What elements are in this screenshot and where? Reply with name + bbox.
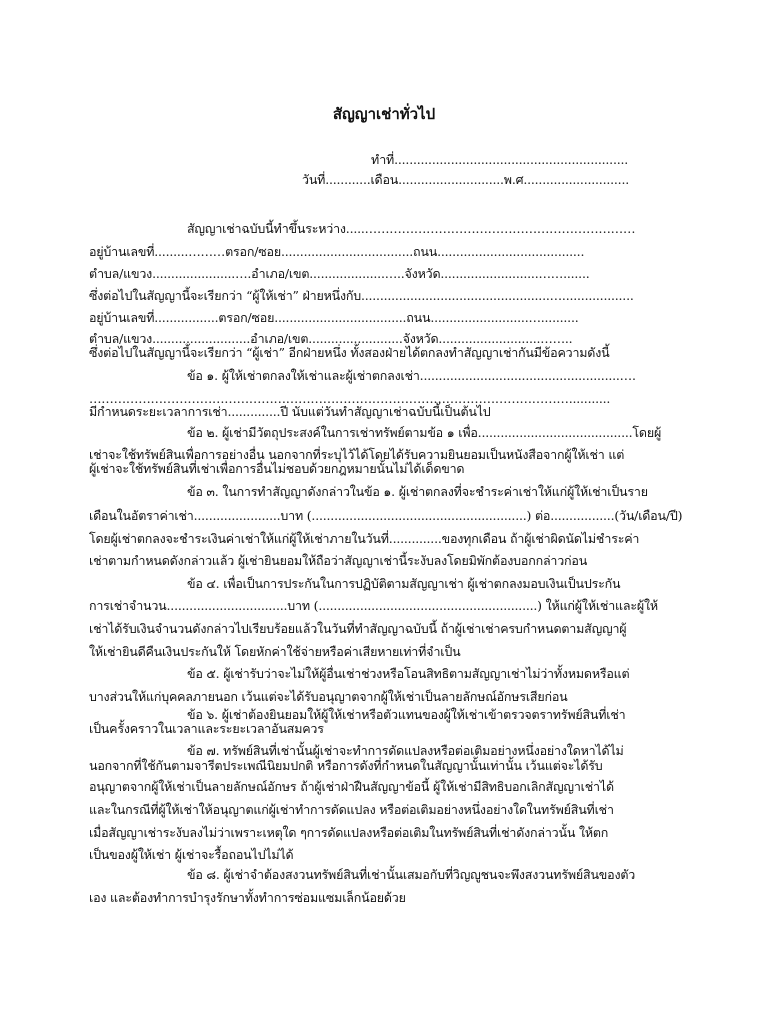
- clause-4-line-1: ข้อ ๔. เพื่อเป็นการประกันในการปฏิบัติตามสัญญาเช่า ผู้เช่าตกลงมอบเงินเป็นประกัน: [187, 576, 621, 591]
- place-line: ทำที่..............................................................: [371, 152, 629, 167]
- lessor-address-line: อยู่บ้านเลขที่.........………ตรอก/ซอย...................................ถนน.......................................: [89, 244, 585, 259]
- clause-1-line-1: ข้อ ๑. ผู้ให้เช่าตกลงให้เช่าและผู้เช่าตกลงเช่า.....................................................….: [187, 368, 636, 383]
- clause-8-line-2: เอง และต้องทำการบำรุงรักษาทั้งทำการซ่อมแซมเล็กน้อยด้วย: [89, 890, 406, 905]
- lessee-district-line: ตำบล/แขวง..........................อำเภอ/เขต.........................จังหวัด...........................……..: [89, 331, 573, 346]
- clause-3-line-4: เช่าตามกำหนดดังกล่าวแล้ว ผู้เช่ายินยอมให้ถือว่าสัญญาเช่านี้ระงับลงโดยมิพักต้องบอกกล่าวก่อน: [89, 553, 588, 568]
- clause-6-line-1: ข้อ ๖. ผู้เช่าต้องยินยอมให้ผู้ให้เช่าหรือตัวแทนของผู้ให้เช่าเข้าตรวจตราทรัพย์สินที่เช่า: [187, 707, 626, 722]
- lessor-definition-line: ซึ่งต่อไปในสัญญานี้จะเรียกว่า “ผู้ให้เช่า” ฝ่ายหนึ่งกับ..................................................…...................: [89, 288, 634, 303]
- clause-5-line-2: บางส่วนให้แก่บุคคลภายนอก เว้นแต่จะได้รับอนุญาตจากผู้ให้เช่าเป็นลายลักษณ์อักษรเสียก่อน: [89, 689, 568, 704]
- lessee-address-line: อยู่บ้านเลขที่.................ตรอก/ซอย...................................ถนน..........................…..........: [89, 310, 579, 325]
- clause-4-line-3: เช่าได้รับเงินจำนวนดังกล่าวไปเรียบร้อยแล้วในวันที่ทำสัญญาฉบับนี้ ถ้าผู้เช่าเช่าครบกำหนดตามสัญญาผู้: [89, 621, 627, 636]
- clause-7-line-2: นอกจากที่ใช้กันตามจารีตประเพณีนิยมปกติ หรือการดังที่กำหนดในสัญญานั้นเท่านั้น เว้นแต่จะได้รับ: [89, 758, 603, 773]
- clause-3-line-1: ข้อ ๓. ในการทำสัญญาดังกล่าวในข้อ ๑. ผู้เช่าตกลงที่จะชำระค่าเช่าให้แก่ผู้ให้เช่าเป็นราย: [187, 484, 648, 499]
- clause-2-line-1: ข้อ ๒. ผู้เช่ามีวัตถุประสงค์ในการเช่าทรัพย์ตามข้อ ๑ เพื่อ.........................................โดยผู้: [187, 425, 662, 440]
- clause-1-line-2: ………………………………………………………………………………………………………...........: [89, 391, 611, 406]
- clause-1-line-3: มีกำหนดระยะเวลาการเช่า..............ปี นับแต่วันทำสัญญาเช่าฉบับนี้เป็นต้นไป: [89, 404, 491, 419]
- clause-3-line-2: เดือนในอัตราค่าเช่า.......................บาท (.........................................................) ต่อ.................(วัน/เดือน/ปี): [89, 508, 683, 523]
- clause-7-line-3: อนุญาตจากผู้ให้เช่าเป็นลายลักษณ์อักษร ถ้าผู้เช่าฝ่าฝืนสัญญาข้อนี้ ผู้ให้เช่ามีสิทธิบอกเลิกสัญญาเช่าได้: [89, 779, 614, 794]
- clause-6-line-2: เป็นครั้งคราวในเวลาและระยะเวลาอันสมควร: [89, 721, 324, 736]
- clause-7-line-6: เป็นของผู้ให้เช่า ผู้เช่าจะรื้อถอนไปไม่ได้: [89, 847, 294, 862]
- clause-4-line-4: ให้เช่ายินดีคืนเงินประกันให้ โดยหักค่าใช้จ่ายหรือค่าเสียหายเท่าที่จำเป็น: [89, 644, 461, 659]
- clause-7-line-1: ข้อ ๗. ทรัพย์สินที่เช่านั้นผู้เช่าจะทำการดัดแปลงหรือต่อเติมอย่างหนึ่งอย่างใดหาได้ไม่: [187, 743, 624, 758]
- clause-7-line-5: เมื่อสัญญาเช่าระงับลงไม่ว่าเพราะเหตุใด ๆการดัดแปลงหรือต่อเติมในทรัพย์สินที่เช่าดังกล่าวนั้น ให้ตก: [89, 825, 609, 840]
- clause-5-line-1: ข้อ ๕. ผู้เช่ารับว่าจะไม่ให้ผู้อื่นเช่าช่วงหรือโอนสิทธิตามสัญญาเช่าไม่ว่าทั้งหมดหรือแต่: [187, 666, 630, 681]
- lessor-district-line: ตำบล/แขวง......................….อำเภอ/เขต....................…..จังหวัด..........................…….......: [89, 266, 590, 281]
- date-line: วันที่............เดือน............................พ.ศ............................: [302, 172, 629, 187]
- clause-7-line-4: และในกรณีที่ผู้ให้เช่าให้อนุญาตแก่ผู้เช่าทำการดัดแปลง หรือต่อเติมอย่างหนึ่งอย่างใดในทรัพย์สินที่เช่า: [89, 802, 614, 817]
- contract-intro-line: สัญญาเช่าฉบับนี้ทำขึ้นระหว่าง.....…………………………………………………………: [187, 221, 636, 236]
- lessee-definition-line: ซึ่งต่อไปในสัญญานี้จะเรียกว่า “ผู้เช่า” อีกฝ่ายหนึ่ง ทั้งสองฝ่ายได้ตกลงทำสัญญาเช่ากันมีข้อความดังนี้: [89, 345, 610, 360]
- clause-4-line-2: การเช่าจำนวน................................บาท (..........................................................) ให้แก่ผู้ให้เช่าและผู้ให้: [89, 598, 658, 613]
- document-title: สัญญาเช่าทั่วไป: [332, 105, 436, 123]
- clause-2-line-3: ผู้เช่าจะใช้ทรัพย์สินที่เช่าเพื่อการอื่นไม่ชอบด้วยกฎหมายนั้นไม่ได้เด็ดขาด: [89, 461, 465, 476]
- clause-3-line-3: โดยผู้เช่าตกลงจะชำระเงินค่าเช่าให้แก่ผู้ให้เช่าภายในวันที่..............ของทุกเดือน ถ้าผู้เช่าผิดนัดไม่ชำระค่า: [89, 531, 640, 546]
- clause-8-line-1: ข้อ ๘. ผู้เช่าจำต้องสงวนทรัพย์สินที่เช่านั้นเสมอกับที่วิญญูชนจะพึงสงวนทรัพย์สินของตัว: [187, 867, 636, 882]
- clause-2-line-2: เช่าจะใช้ทรัพย์สินเพื่อการอย่างอื่น นอกจากที่ระบุไว้ได้โดยได้รับความยินยอมเป็นหนังสือจากผู้ให้เช่า แต่: [89, 447, 625, 462]
